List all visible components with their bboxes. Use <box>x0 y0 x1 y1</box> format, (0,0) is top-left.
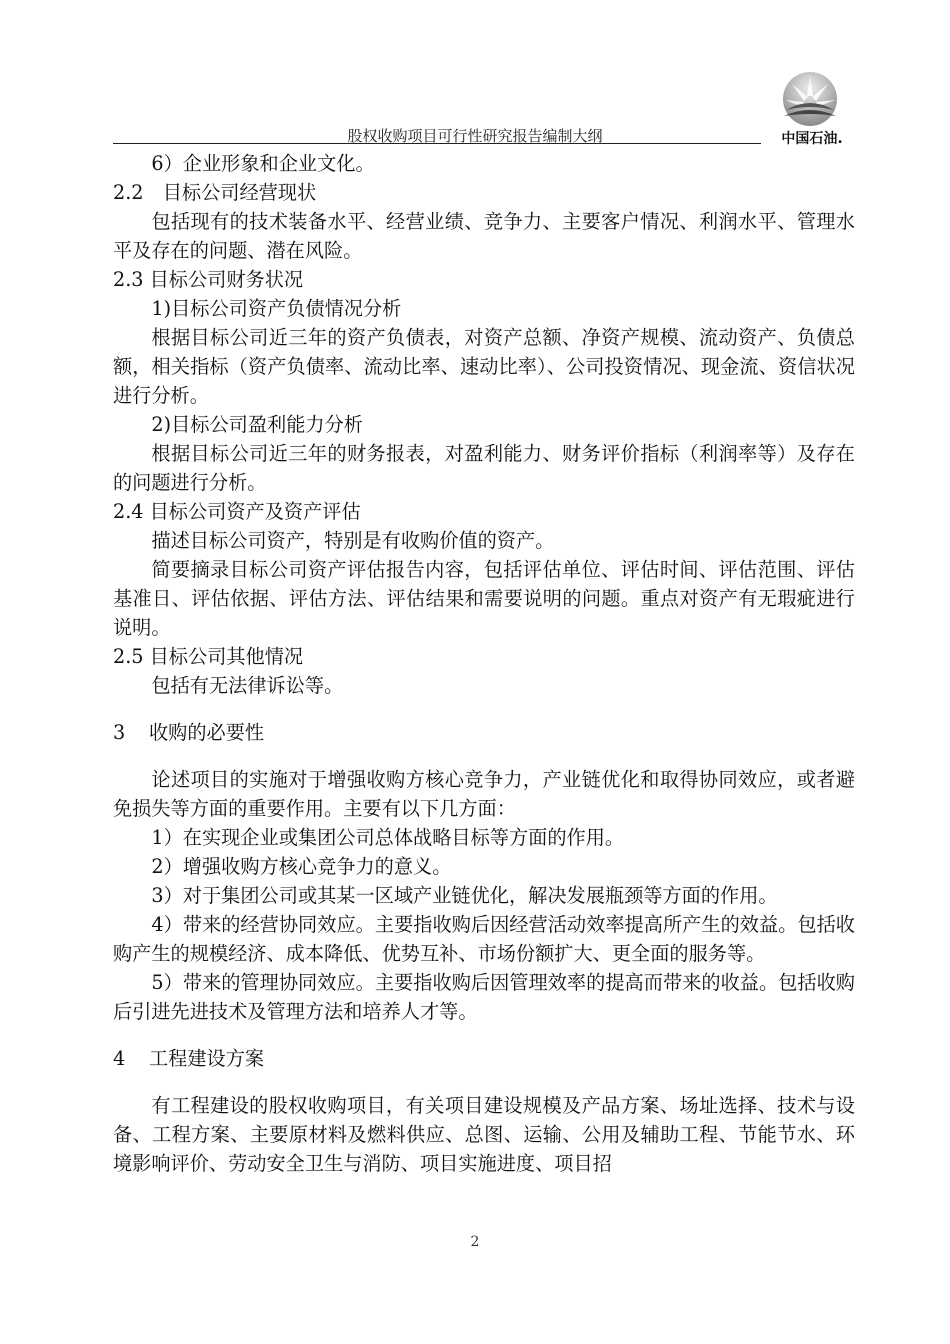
list-item: 4）带来的经营协同效应。主要指收购后因经营活动效率提高所产生的效益。包括收购产生的规模经济、成本降低、优势互补、市场份额扩大、更全面的服务等。 <box>113 913 855 965</box>
header-rule <box>113 143 761 144</box>
paragraph: 根据目标公司近三年的资产负债表，对资产总额、净资产规模、流动资产、负债总额，相关指标（资产负债率、流动比率、速动比率）、公司投资情况、现金流、资信状况进行分析。 <box>113 326 855 407</box>
list-item: 5）带来的管理协同效应。主要指收购后因管理效率的提高而带来的收益。包括收购后引进先进技术及管理方法和培养人才等。 <box>113 971 855 1023</box>
list-item: 1）在实现企业或集团公司总体战略目标等方面的作用。 <box>151 826 625 849</box>
chapter-number: 4 <box>113 1047 126 1070</box>
subheading: 1)目标公司资产负债情况分析 <box>151 297 402 320</box>
petrochina-emblem-icon <box>778 70 842 128</box>
chapter-title: 收购的必要性 <box>149 721 265 744</box>
section-heading-2-3: 2.3 目标公司财务状况 <box>113 268 304 291</box>
list-item: 2）增强收购方核心竞争力的意义。 <box>151 855 452 878</box>
page-number: 2 <box>470 1234 480 1250</box>
logo-text: 中国石油. <box>781 131 843 147</box>
paragraph: 简要摘录目标公司资产评估报告内容，包括评估单位、评估时间、评估范围、评估基准日、评估依据、评估方法、评估结果和需要说明的问题。重点对资产有无瑕疵进行说明。 <box>113 558 855 639</box>
section-heading-2-4: 2.4 目标公司资产及资产评估 <box>113 500 361 523</box>
chapter-heading-4 <box>113 1044 855 1073</box>
paragraph: 包括有无法律诉讼等。 <box>151 674 344 697</box>
subheading: 2)目标公司盈利能力分析 <box>151 413 363 436</box>
section-heading-2-2: 2.2 目标公司经营现状 <box>113 181 317 204</box>
paragraph: 根据目标公司近三年的财务报表，对盈利能力、财务评价指标（利润率等）及存在的问题进行分析。 <box>113 442 855 494</box>
document-body <box>113 149 855 1178</box>
section-heading-2-5: 2.5 目标公司其他情况 <box>113 645 304 668</box>
header-title: 股权收购项目可行性研究报告编制大纲 <box>347 127 603 145</box>
paragraph: 描述目标公司资产，特别是有收购价值的资产。 <box>151 529 555 552</box>
chapter-number: 3 <box>113 721 126 744</box>
paragraph: 包括现有的技术装备水平、经营业绩、竞争力、主要客户情况、利润水平、管理水平及存在的问题、潜在风险。 <box>113 210 855 262</box>
paragraph: 论述项目的实施对于增强收购方核心竞争力，产业链优化和取得协同效应，或者避免损失等方面的重要作用。主要有以下几方面： <box>113 768 855 820</box>
list-item: 3）对于集团公司或其某一区域产业链优化，解决发展瓶颈等方面的作用。 <box>151 884 778 907</box>
paragraph: 6）企业形象和企业文化。 <box>151 152 375 175</box>
chapter-title: 工程建设方案 <box>149 1047 265 1070</box>
chapter-heading-3 <box>113 718 855 747</box>
paragraph: 有工程建设的股权收购项目，有关项目建设规模及产品方案、场址选择、技术与设备、工程方案、主要原材料及燃料供应、总图、运输、公用及辅助工程、节能节水、环境影响评价、劳动安全卫生与消防、项目实施进度、项目招 <box>113 1094 855 1175</box>
